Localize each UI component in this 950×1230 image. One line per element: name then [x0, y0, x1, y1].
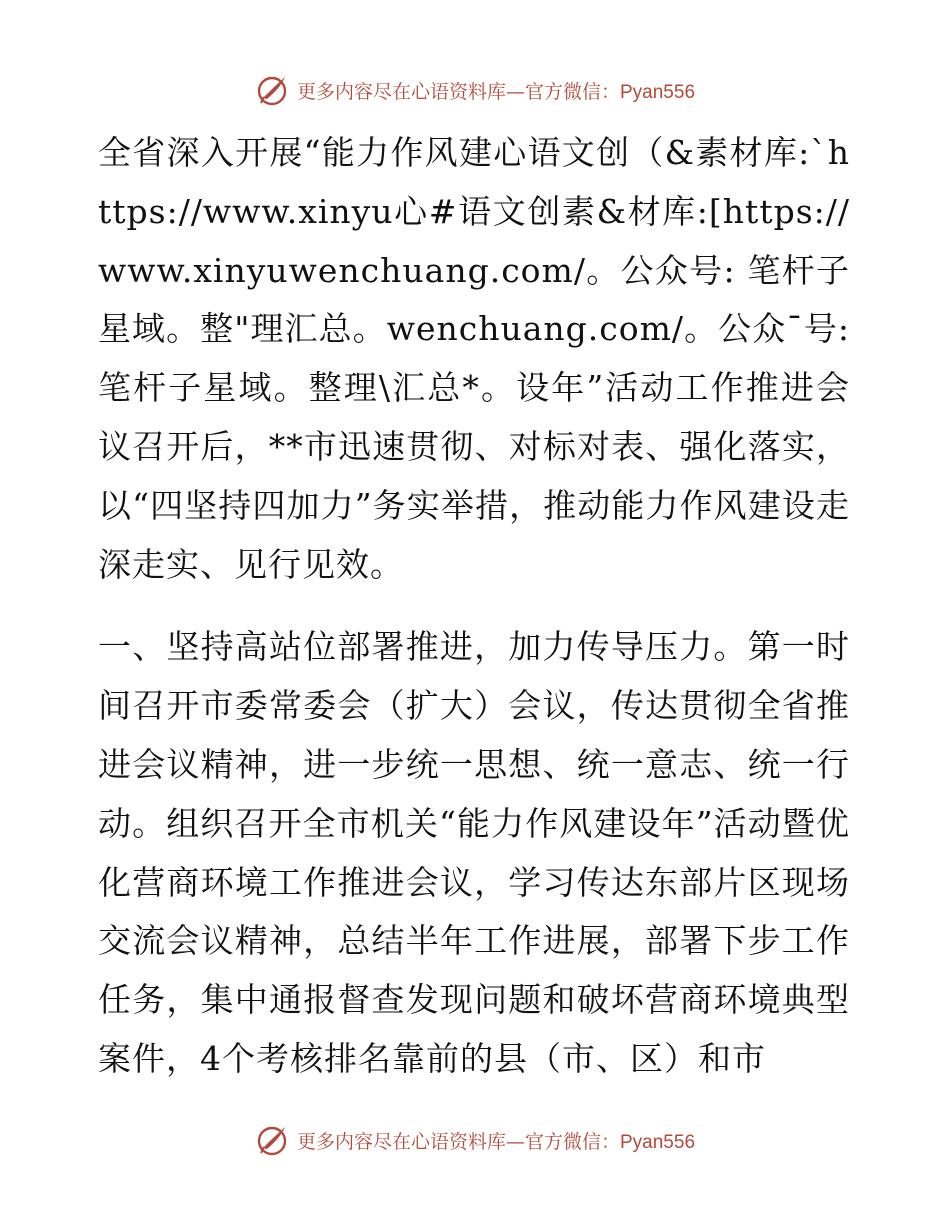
watermark-text: 更多内容尽在心语资料库—官方微信：Pyan556 [296, 1130, 696, 1153]
quill-pen-logo-icon [255, 1122, 291, 1158]
header-watermark-banner [0, 70, 950, 110]
paragraph-section-one: 一、坚持高站位部署推进，加力传导压力。第一时间召开市委常委会（扩大）会议，传达贯彻全省推进会议精神，进一步统一思想、统一意志、统一行动。组织召开全市机关“能力作风建设年”活动暨优化营商环境工作推进会议，学习传达东部片区现场交流会议精神，总结半年工作进展，部署下步工作任务，集中通报督查发现问题和破坏营商环境典型案件，4个考核排名靠前的县（市、区）和市 [98, 627, 850, 1078]
quill-pen-logo-icon [255, 72, 291, 108]
watermark-text: 更多内容尽在心语资料库—官方微信：Pyan556 [296, 80, 696, 103]
footer-watermark-banner [0, 1120, 950, 1160]
document-body [98, 124, 850, 1089]
paragraph-intro: 全省深入开展“能力作风建心语文创（&素材库:`https://www.xinyu心#语文创素&材库:[https://www.xinyuwenchuang.com/。公众号: 笔杆子星域。整"理汇总。wenchuang.com/。公众¯号: 笔杆子星域。整理\汇总*。设年”活动工作推进会议召开后，**市迅速贯彻、对标对表、强化落实，以“四坚持四加力”务实举措，推动能力作风建设走深走实、见行见效。 [98, 133, 850, 584]
